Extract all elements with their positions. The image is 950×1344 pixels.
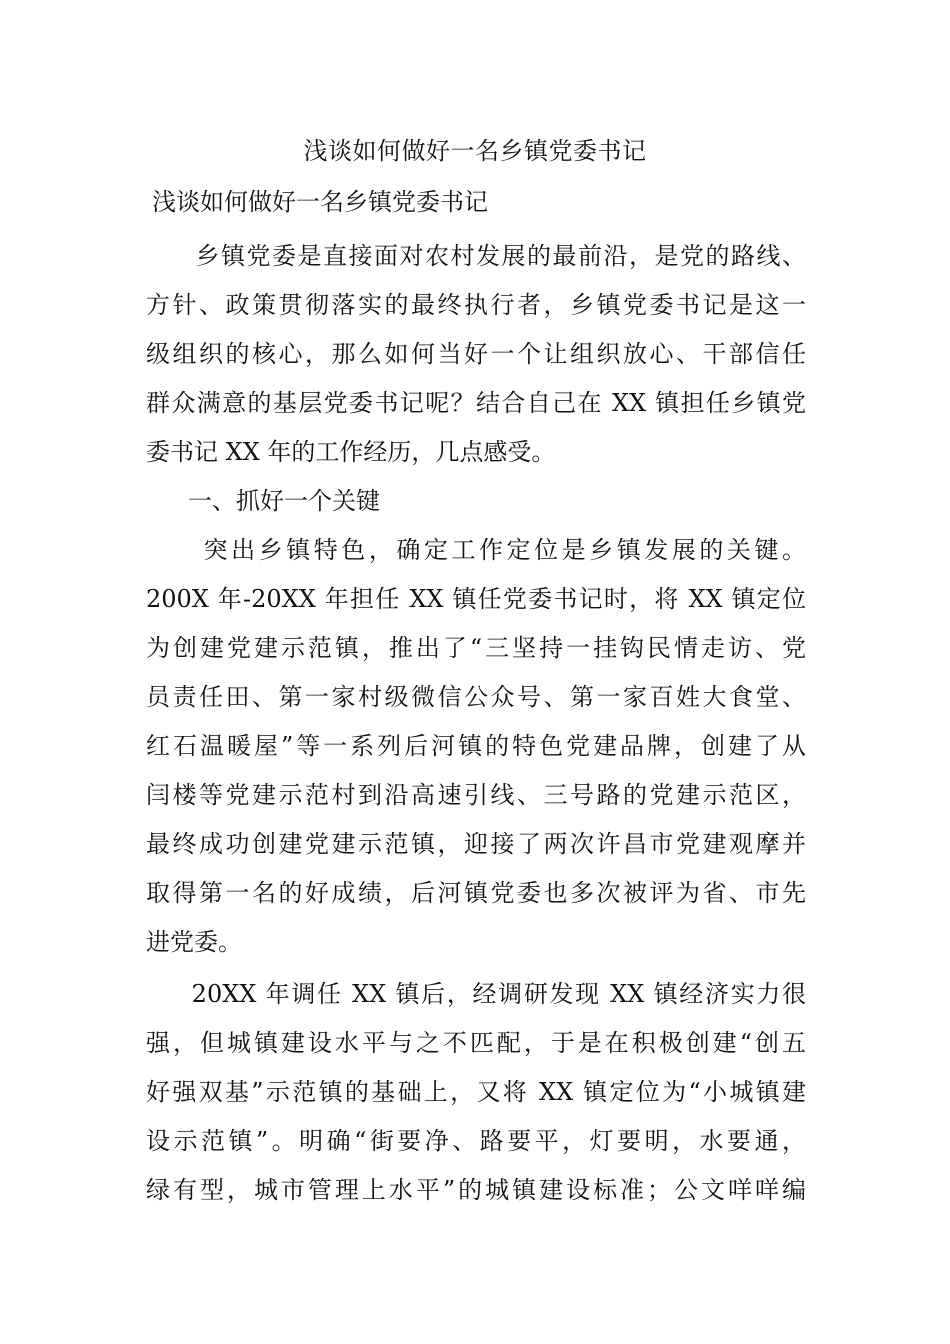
text-line: 闫楼等党建示范村到沿高速引线、三号路的党建示范区，: [146, 781, 806, 809]
text-line: 乡镇党委是直接面对农村发展的最前沿，是党的路线、: [170, 242, 806, 270]
text-line: 群众满意的基层党委书记呢？结合自己在 XX 镇担任乡镇党: [146, 389, 806, 417]
paragraph-town-planning: [146, 970, 806, 1215]
text-line: 200X 年-20XX 年担任 XX 镇任党委书记时，将 XX 镇定位: [146, 585, 806, 613]
text-line: 级组织的核心，那么如何当好一个让组织放心、干部信任: [146, 340, 806, 368]
paragraph-intro: [146, 232, 806, 477]
document-title: 浅谈如何做好一名乡镇党委书记: [303, 137, 647, 165]
text-line: 方针、政策贯彻落实的最终执行者，乡镇党委书记是这一: [146, 291, 806, 319]
text-line: 最终成功创建党建示范镇，迎接了两次许昌市党建观摩并: [146, 830, 806, 858]
text-line: 进党委。: [146, 928, 242, 956]
text-line: 强，但城镇建设水平与之不匹配，于是在积极创建“创五: [146, 1029, 806, 1057]
section-heading: 一、抓好一个关键: [188, 487, 380, 515]
document-subtitle: 浅谈如何做好一名乡镇党委书记: [152, 188, 488, 216]
text-line: 取得第一名的好成绩，后河镇党委也多次被评为省、市先: [146, 879, 806, 907]
text-line: 绿有型，城市管理上水平”的城镇建设标准；公文咩咩编: [146, 1176, 806, 1204]
text-line: 员责任田、第一家村级微信公众号、第一家百姓大食堂、: [146, 683, 806, 711]
text-line: 红石温暖屋”等一系列后河镇的特色党建品牌，创建了从: [146, 732, 806, 760]
text-line: 委书记 XX 年的工作经历，几点感受。: [146, 438, 556, 466]
document-body: [146, 232, 806, 1215]
text-line: 好强双基”示范镇的基础上，又将 XX 镇定位为“小城镇建: [146, 1078, 806, 1106]
text-line: 突出乡镇特色，确定工作定位是乡镇发展的关键。: [176, 536, 806, 564]
text-line: 为创建党建示范镇，推出了“三坚持一挂钩民情走访、党: [146, 634, 806, 662]
text-line: 设示范镇”。明确“街要净、路要平，灯要明，水要通，: [146, 1127, 806, 1155]
text-line: 20XX 年调任 XX 镇后，经调研发现 XX 镇经济实力很: [166, 980, 806, 1008]
paragraph-key-point: [146, 526, 806, 967]
